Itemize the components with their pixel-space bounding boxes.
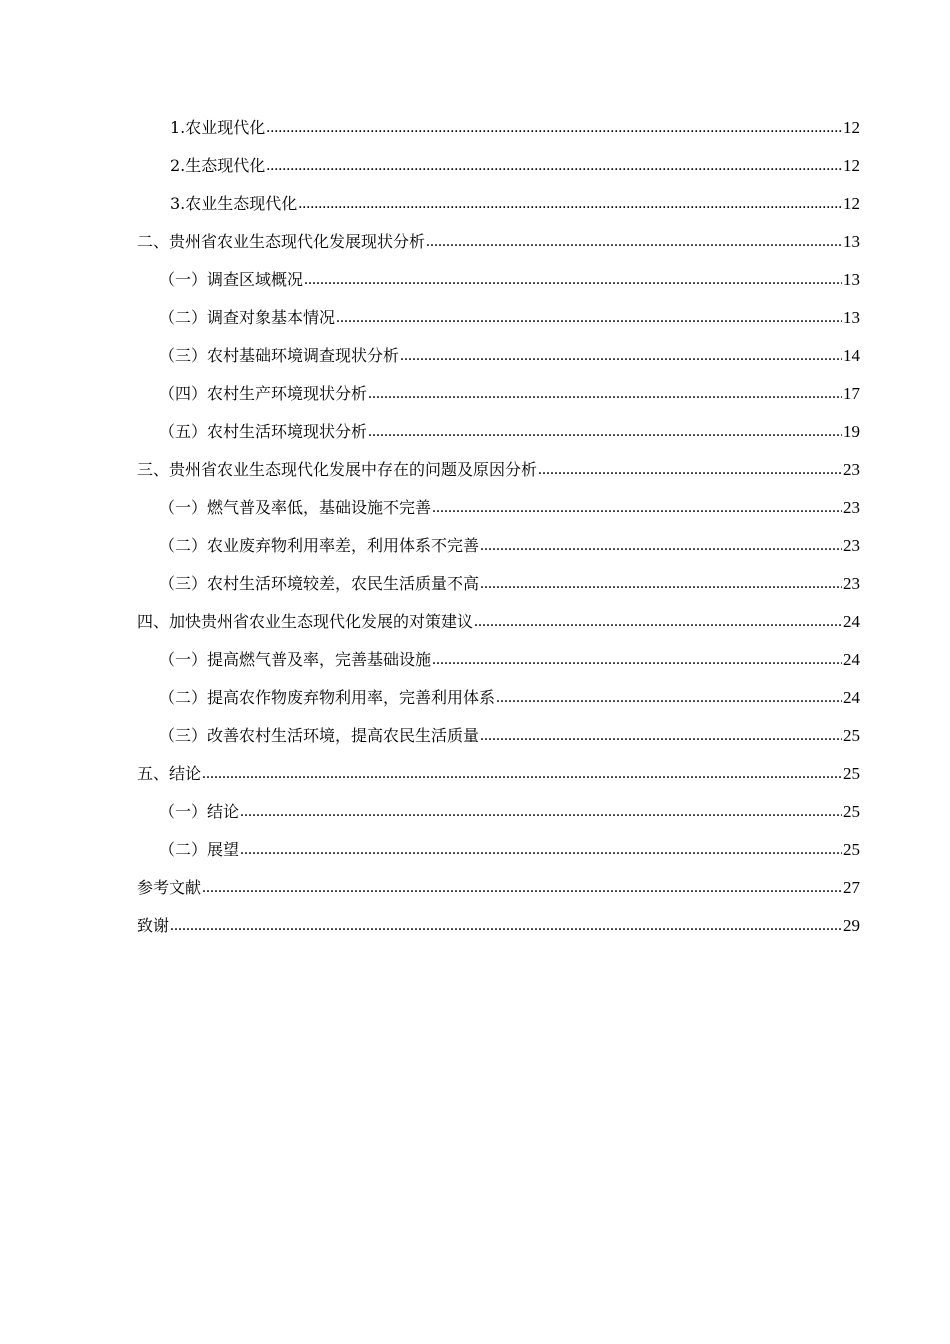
toc-dot-leader — [202, 755, 842, 793]
toc-entry-title: 三、贵州省农业生态现代化发展中存在的问题及原因分析 — [137, 460, 538, 479]
toc-dot-leader — [480, 527, 842, 565]
toc-entry[interactable] — [137, 527, 860, 565]
toc-entry[interactable] — [137, 375, 860, 413]
toc-entry[interactable] — [137, 451, 860, 489]
toc-dot-leader — [538, 451, 842, 489]
toc-entry[interactable] — [137, 109, 860, 147]
toc-entry-title: （三）农村生活环境较差，农民生活质量不高 — [159, 574, 480, 593]
toc-entry[interactable] — [137, 299, 860, 337]
toc-entry[interactable] — [137, 337, 860, 375]
toc-entry-page-number: 13 — [843, 270, 860, 289]
toc-entry-title: （四）农村生产环境现状分析 — [159, 384, 368, 403]
toc-entry[interactable] — [137, 907, 860, 945]
toc-dot-leader — [336, 299, 842, 337]
toc-entry-title: 1.农业现代化 — [170, 118, 266, 137]
toc-dot-leader — [426, 223, 842, 261]
toc-entry-page-number: 13 — [843, 308, 860, 327]
toc-entry[interactable] — [137, 831, 860, 869]
toc-dot-leader — [400, 337, 842, 375]
toc-entry-title: 2.生态现代化 — [170, 156, 266, 175]
toc-dot-leader — [496, 679, 842, 717]
toc-entry[interactable] — [137, 755, 860, 793]
toc-dot-leader — [480, 717, 842, 755]
toc-entry-page-number: 23 — [843, 498, 860, 517]
toc-entry-page-number: 19 — [843, 422, 860, 441]
table-of-contents — [137, 109, 860, 945]
toc-entry-page-number: 17 — [843, 384, 860, 403]
toc-entry[interactable] — [137, 185, 860, 223]
toc-entry-page-number: 12 — [843, 118, 860, 137]
toc-entry-title: （五）农村生活环境现状分析 — [159, 422, 368, 441]
toc-dot-leader — [202, 869, 842, 907]
toc-dot-leader — [480, 565, 842, 603]
toc-dot-leader — [298, 185, 842, 223]
toc-entry[interactable] — [137, 869, 860, 907]
toc-entry-page-number: 25 — [843, 840, 860, 859]
toc-entry-title: 二、贵州省农业生态现代化发展现状分析 — [137, 232, 426, 251]
toc-entry[interactable] — [137, 147, 860, 185]
toc-dot-leader — [432, 641, 842, 679]
toc-entry[interactable] — [137, 793, 860, 831]
toc-dot-leader — [240, 793, 842, 831]
toc-entry-title: （二）调查对象基本情况 — [159, 308, 336, 327]
toc-entry-title: 参考文献 — [137, 878, 202, 897]
toc-entry-title: 致谢 — [137, 916, 170, 935]
toc-entry-title: （三）农村基础环境调查现状分析 — [159, 346, 400, 365]
toc-dot-leader — [266, 109, 842, 147]
toc-entry-page-number: 24 — [843, 612, 860, 631]
toc-entry-title: （二）展望 — [159, 840, 240, 859]
toc-entry[interactable] — [137, 261, 860, 299]
toc-entry-page-number: 24 — [843, 650, 860, 669]
toc-entry-title: （二）农业废弃物利用率差，利用体系不完善 — [159, 536, 480, 555]
toc-dot-leader — [240, 831, 842, 869]
toc-entry[interactable] — [137, 489, 860, 527]
toc-entry-page-number: 23 — [843, 536, 860, 555]
toc-entry-page-number: 12 — [843, 156, 860, 175]
toc-entry[interactable] — [137, 223, 860, 261]
toc-entry-title: （一）调查区域概况 — [159, 270, 304, 289]
toc-entry-page-number: 13 — [843, 232, 860, 251]
toc-entry-page-number: 14 — [843, 346, 860, 365]
toc-entry-title: 四、加快贵州省农业生态现代化发展的对策建议 — [137, 612, 474, 631]
toc-dot-leader — [304, 261, 842, 299]
toc-entry-page-number: 23 — [843, 460, 860, 479]
toc-entry[interactable] — [137, 641, 860, 679]
toc-entry-page-number: 29 — [843, 916, 860, 935]
toc-dot-leader — [266, 147, 842, 185]
toc-entry[interactable] — [137, 603, 860, 641]
toc-entry[interactable] — [137, 679, 860, 717]
toc-dot-leader — [368, 375, 842, 413]
toc-entry-page-number: 25 — [843, 726, 860, 745]
toc-dot-leader — [170, 907, 842, 945]
toc-entry-page-number: 25 — [843, 802, 860, 821]
toc-entry-title: （二）提高农作物废弃物利用率，完善利用体系 — [159, 688, 496, 707]
toc-entry-title: 3.农业生态现代化 — [170, 194, 298, 213]
toc-entry[interactable] — [137, 717, 860, 755]
toc-entry-page-number: 23 — [843, 574, 860, 593]
toc-entry-title: 五、结论 — [137, 764, 202, 783]
toc-entry[interactable] — [137, 565, 860, 603]
toc-dot-leader — [432, 489, 842, 527]
toc-entry-title: （一）结论 — [159, 802, 240, 821]
toc-entry-page-number: 27 — [843, 878, 860, 897]
toc-entry[interactable] — [137, 413, 860, 451]
toc-entry-page-number: 25 — [843, 764, 860, 783]
toc-entry-page-number: 12 — [843, 194, 860, 213]
toc-dot-leader — [474, 603, 842, 641]
toc-entry-title: （一）提高燃气普及率，完善基础设施 — [159, 650, 432, 669]
toc-entry-title: （一）燃气普及率低，基础设施不完善 — [159, 498, 432, 517]
toc-entry-title: （三）改善农村生活环境，提高农民生活质量 — [159, 726, 480, 745]
toc-dot-leader — [368, 413, 842, 451]
toc-entry-page-number: 24 — [843, 688, 860, 707]
